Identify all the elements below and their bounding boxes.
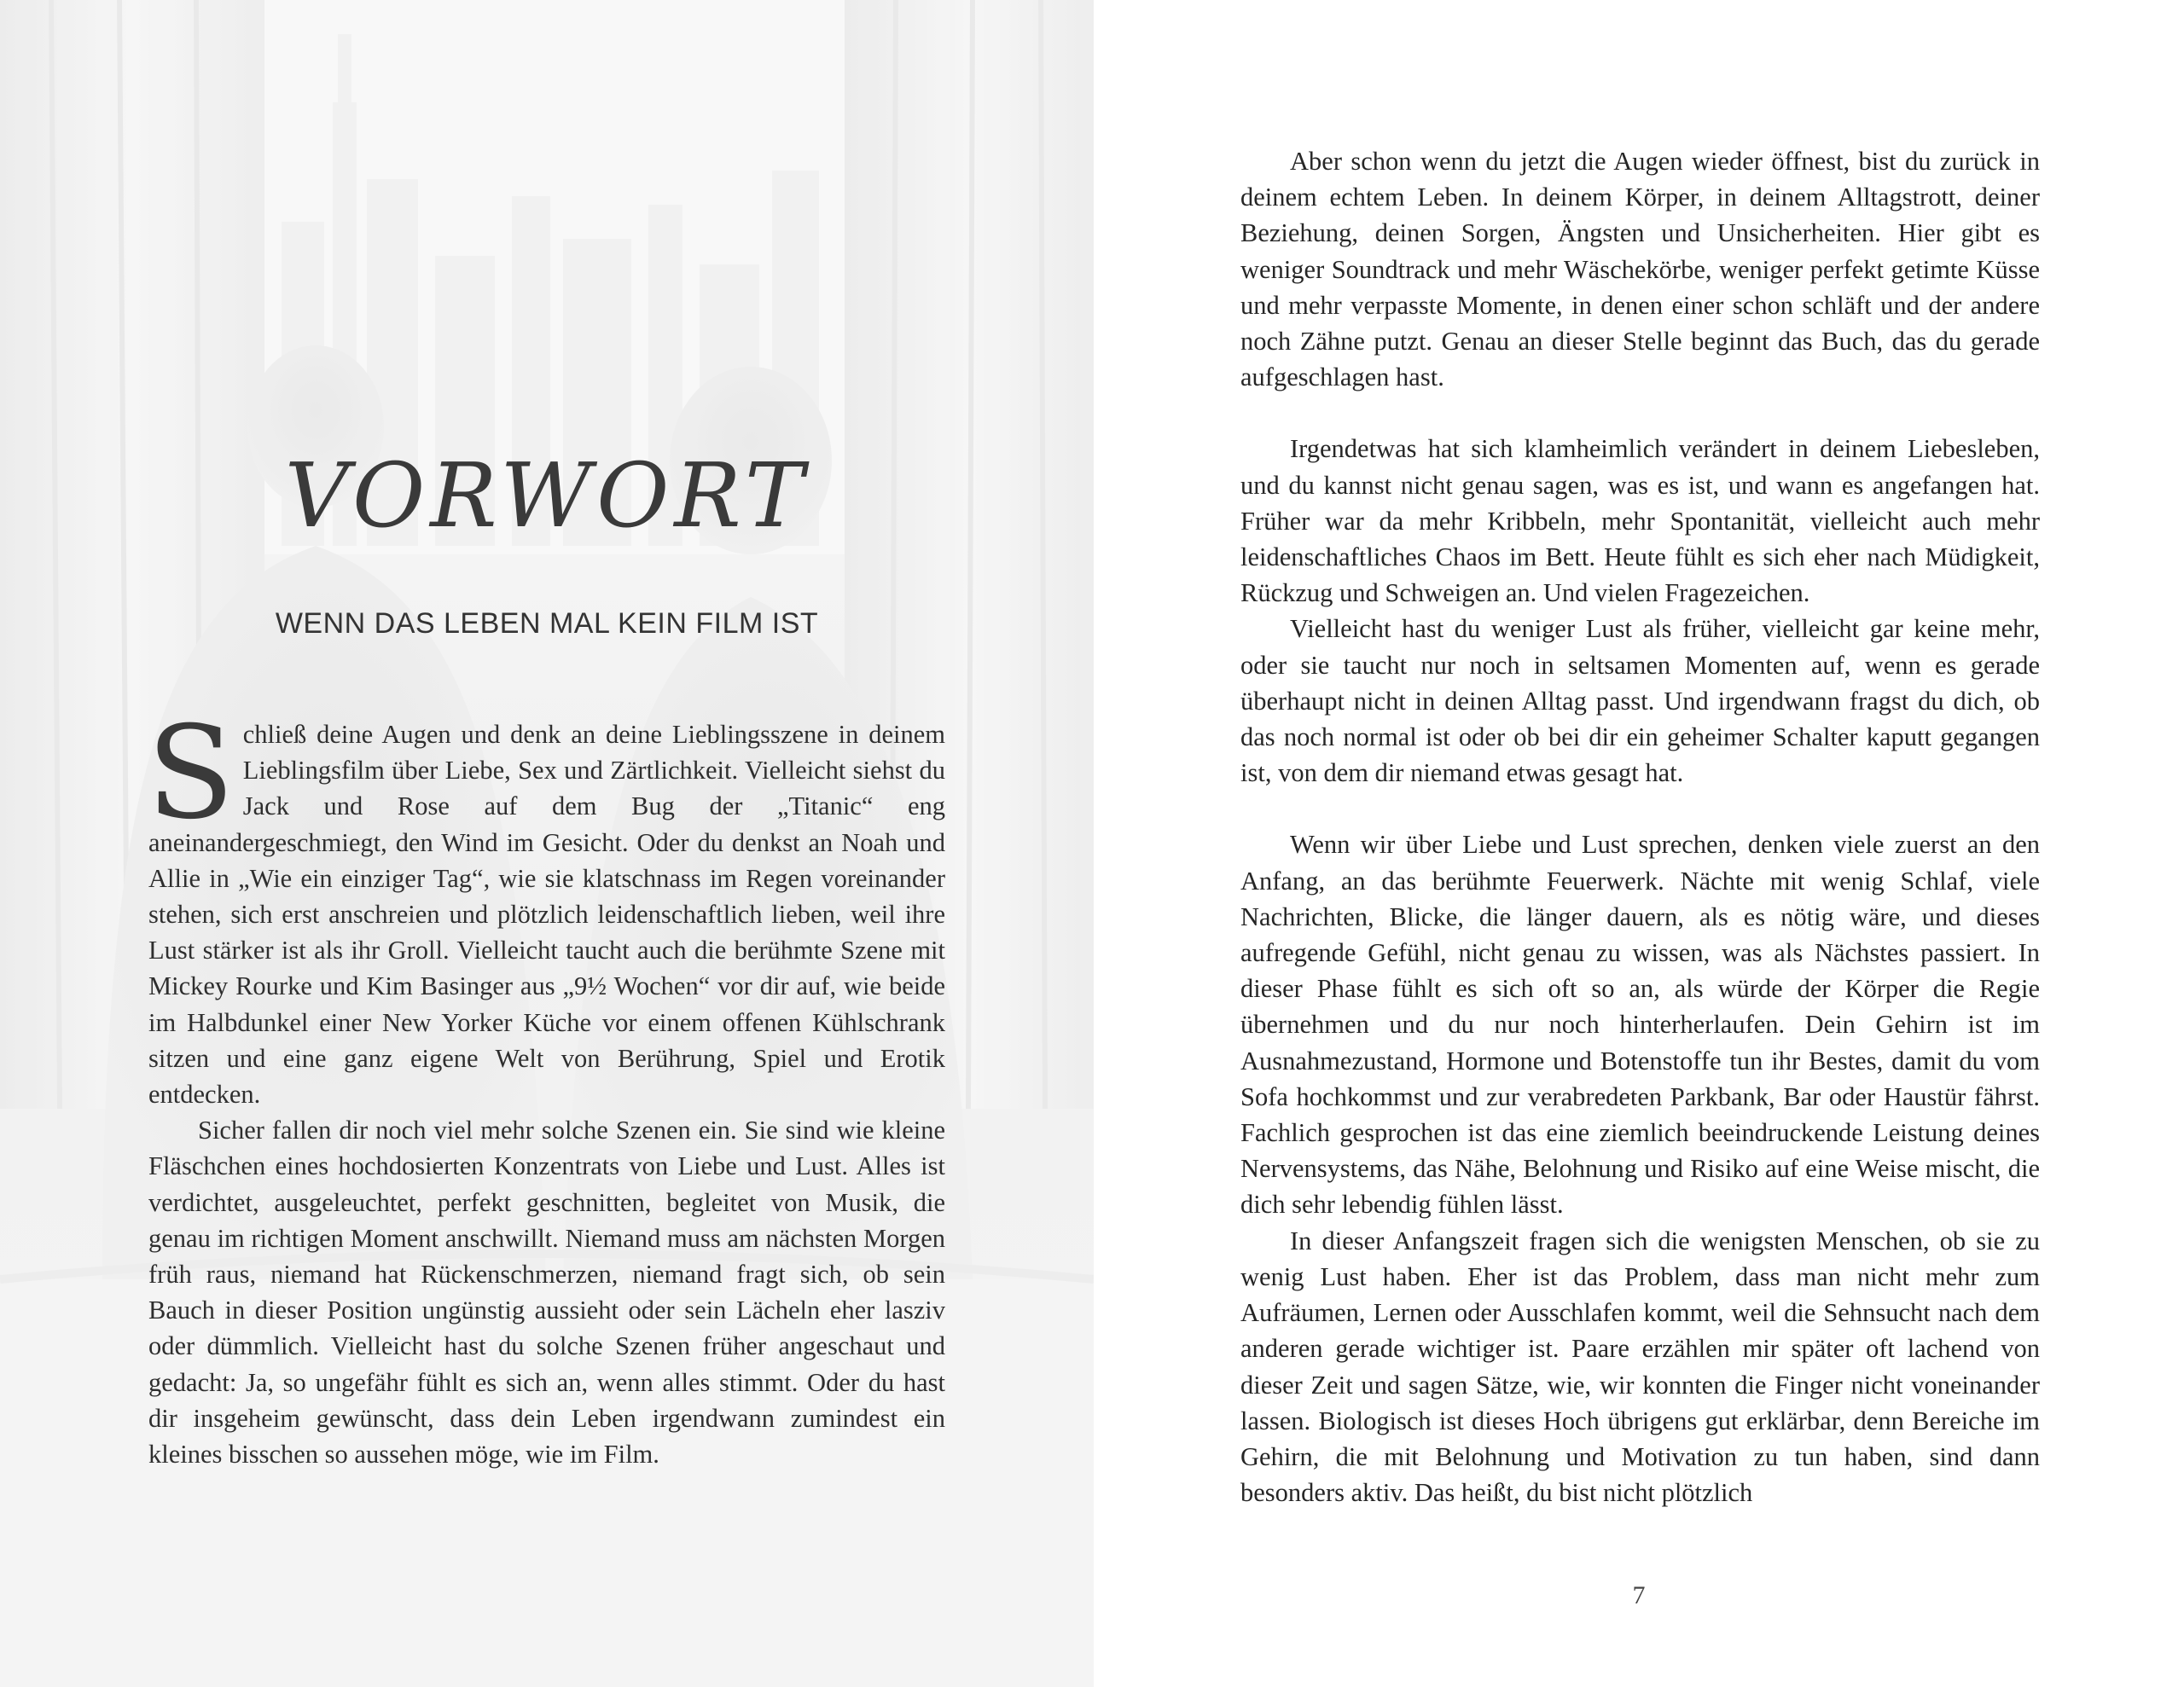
right-paragraph-3: Vielleicht hast du weniger Lust als früher, vielleicht gar keine mehr, oder sie taucht nur noch in seltsamen Momenten auf, wenn es gerade überhaupt nicht in deinen Alltag passt. Und irgendwann fragst du dich, ob das noch normal ist oder ob bei dir ein geheimer Schalter kaputt gegangen ist, von dem dir niemand etwas gesagt hat.	[1240, 614, 2040, 788]
right-page	[1094, 0, 2184, 1687]
page-number: 7	[1632, 1581, 1646, 1609]
right-body-text	[1240, 143, 2040, 1510]
right-paragraph-1: Aber schon wenn du jetzt die Augen wieder öffnest, bist du zurück in deinem echtem Leben. In deinem Körper, in deinem Alltagstrott, deiner Beziehung, deinen Sorgen, Ängsten und Unsicherheiten. Hier gibt es weniger Soundtrack und mehr Wäschekörbe, weniger perfekt getimte Küsse und mehr verpasste Momente, in denen einer schon schläft und der andere noch Zähne putzt. Genau an dieser Stelle beginnt das Buch, das du gerade aufgeschlagen hast.	[1240, 147, 2040, 392]
left-paragraph-2: Sicher fallen dir noch viel mehr solche Szenen ein. Sie sind wie kleine Fläschchen eines hochdosierten Konzentrats von Liebe und Lust. Alles ist verdichtet, ausgeleuchtet, perfekt geschnitten, begleitet von Musik, die genau im richtigen Moment anschwillt. Niemand muss am nächsten Morgen früh raus, niemand hat Rückenschmerzen, niemand fragt sich, ob sein Bauch in dieser Position ungünstig aussieht oder sein Lächeln eher lasziv oder dümmlich. Vielleicht hast du solche Szenen früher angeschaut und gedacht: Ja, so ungefähr fühlt es sich an, wenn alles stimmt. Oder du hast dir insgeheim gewünscht, dass dein Leben irgendwann zumindest ein kleines bisschen so aussehen möge, wie im Film.	[148, 1116, 945, 1470]
chapter-subtitle: WENN DAS LEBEN MAL KEIN FILM IST	[275, 607, 819, 640]
right-paragraph-4: Wenn wir über Liebe und Lust sprechen, denken viele zuerst an den Anfang, an das berühmte Feuerwerk. Nächte mit wenig Schlaf, viele Nachrichten, Blicke, die länger dauern, als es nötig wäre, und dieses aufregende Gefühl, nicht genau zu wissen, was als Nächstes passiert. In dieser Phase fühlt es sich oft so an, als würde der Körper die Regie übernehmen und du nur noch hinterherlaufen. Dein Gehirn ist im Ausnahmezustand, Hormone und Botenstoffe tun ihr Bestes, damit du vom Sofa hochkommst und zur verabredeten Parkbank, Bar oder Haustür fährst. Fachlich gesprochen ist das eine ziemlich beeindruckende Leistung deines Nervensystems, das Nähe, Belohnung und Risiko auf eine Weise mischt, die dich sehr lebendig fühlen lässt.	[1240, 830, 2040, 1220]
left-paragraph-1-text: chließ deine Augen und denk an deine Lieblingsszene in deinem Lieblingsfilm über Liebe, Sex und Zärtlichkeit. Vielleicht siehst du Jack und Rose auf dem Bug der „Titanic“ eng aneinandergeschmiegt, den Wind im Gesicht. Oder du denkst an Noah und Allie in „Wie ein einziger Tag“, wie sie klatschnass im Regen voreinander stehen, sich erst anschreien und plötzlich leidenschaftlich lieben, weil ihre Lust stärker ist als ihr Groll. Vielleicht taucht auch die berühmte Szene mit Mickey Rourke und Kim Basinger aus „9½ Wochen“ vor dir auf, wie beide im Halbdunkel einer New Yorker Küche vor einem offenen Kühlschrank sitzen und eine ganz eigene Welt von Berührung, Spiel und Erotik entdecken.	[148, 720, 945, 1110]
right-paragraph-2: Irgendetwas hat sich klamheimlich verändert in deinem Liebesleben, und du kannst nicht genau sagen, was es ist, und wann es angefangen hat. Früher war da mehr Kribbeln, mehr Spontanität, vielleicht auch mehr leidenschaftliches Chaos im Bett. Heute fühlt es sich eher nach Müdigkeit, Rückzug und Schweigen an. Und vielen Fragezeichen.	[1240, 434, 2040, 608]
chapter-title: VORWORT	[284, 443, 810, 548]
left-body-text	[147, 699, 945, 1472]
left-paragraph-1	[147, 699, 945, 1112]
right-paragraph-5: In dieser Anfangszeit fragen sich die wenigsten Menschen, ob sie zu wenig Lust haben. Eher ist das Problem, dass man nicht mehr zum Aufräumen, Lernen oder Ausschlafen kommt, weil die Sehnsucht nach dem anderen gerade wichtiger ist. Paare erzählen mir später oft lachend von dieser Zeit und sagen Sätze, wie, wir konnten die Finger nicht voneinander lassen. Biologisch ist dieses Hoch übrigens gut erklärbar, denn Bereiche im Gehirn, die mit Belohnung und Motivation zu tun haben, sind dann besonders aktiv. Das heißt, du bist nicht plötzlich	[1240, 1226, 2040, 1508]
drop-cap: S	[147, 699, 235, 848]
